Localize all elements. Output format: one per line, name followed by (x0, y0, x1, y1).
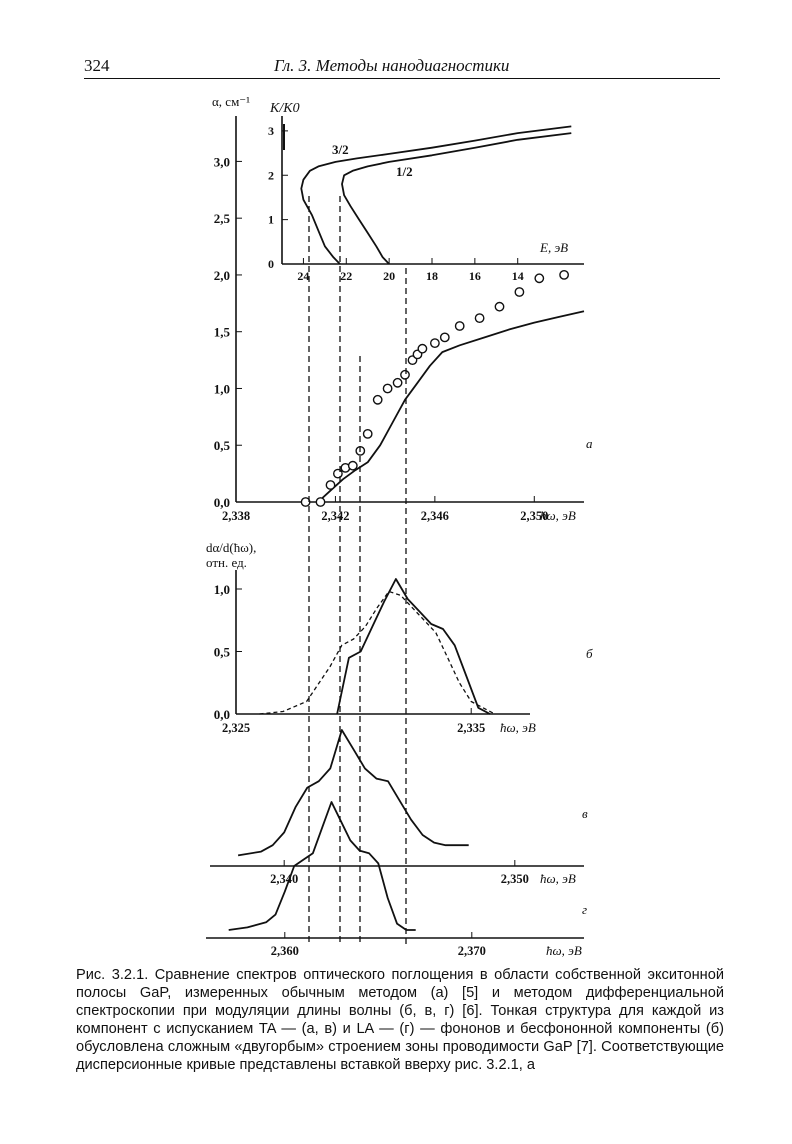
inset-x-label: E, эВ (540, 240, 569, 255)
panel-a-x-tick-label: 2,350 (520, 509, 549, 523)
inset-y-tick-label: 0 (268, 257, 274, 271)
panel-b-y-tick-label: 1,0 (213, 582, 230, 597)
inset-curve-half (342, 133, 571, 264)
panel-b-x-tick-label: 2,335 (457, 721, 486, 735)
inset-x-tick-label: 24 (297, 269, 310, 283)
inset-x-tick-label: 18 (426, 269, 438, 283)
inset-y-tick-label: 1 (268, 212, 274, 227)
panel-a-data-point (326, 481, 334, 489)
panel-a-data-point (364, 430, 372, 438)
panel-b-y-label-line2: отн. ед. (206, 555, 247, 570)
panel-v-curve (238, 730, 469, 855)
panel-a-label: а (586, 436, 593, 451)
panel-a-data-point (349, 462, 357, 470)
panel-b-x-tick-label: 2,325 (221, 721, 251, 735)
panel-a-data-point (456, 322, 464, 330)
panel-a-data-point (515, 288, 523, 296)
panel-b-label: б (586, 646, 593, 661)
panel-b-y-tick-label: 0,5 (213, 644, 230, 660)
panel-a-data-point (334, 469, 342, 477)
panel-b-dashed-curve (260, 592, 495, 715)
panel-a-data-point (475, 314, 483, 322)
panel-a-data-point (560, 271, 568, 279)
panel-a-y-tick-label: 1,0 (213, 381, 230, 397)
panel-g-label: г (582, 902, 588, 917)
panel-a-data-point (401, 371, 409, 379)
panel-a-data-point (441, 333, 449, 341)
panel-v-label: в (582, 806, 588, 821)
caption-text: Рис. 3.2.1. Сравнение спектров оптического поглощения в области собственной экситонной полосы GaP, измеренных обычным методом (а) [5] и методом дифференциальной спектроскопии при модуляции длины волны (б, в, г) [6]. Тонкая структура для каждой из компонент с испусканием TA — (а, в) и LA — (г) — фононов и бесфононной компоненты (б) обусловлена сложным «двугорбым» строением зоны проводимости GaP [7]. Соответствующие дисперсионные кривые представлены вставкой вверху рис. 3.2.1, а (76, 967, 724, 1073)
panel-g-x-tick-label: 2,360 (270, 944, 299, 958)
panel-v-x-label: ħω, эВ (540, 871, 576, 886)
inset-x-tick-label: 16 (468, 269, 481, 283)
panel-a-data-point (393, 379, 401, 387)
panel-v-x-tick-label: 2,350 (500, 872, 529, 886)
inset-y-tick-label: 2 (268, 168, 274, 183)
panel-b-y-label-line1: dα/d(ħω), (206, 540, 257, 555)
panel-a-y-label: α, см⁻¹ (212, 94, 251, 109)
panel-a-curve (318, 311, 584, 502)
panel-a-y-tick-label: 1,5 (213, 324, 230, 340)
panel-a-x-tick-label: 2,338 (221, 509, 251, 523)
inset-y-tick-label: 3 (268, 123, 274, 138)
panel-b-x-label: ħω, эВ (500, 720, 536, 735)
panel-a-y-tick-label: 0,5 (213, 438, 230, 454)
figure-caption (76, 966, 724, 1074)
inset-curve-label-3-2: 3/2 (332, 142, 349, 157)
panel-g-x-label: ħω, эВ (546, 943, 582, 958)
panel-a-x-tick-label: 2,342 (321, 509, 350, 523)
panel-a-x-tick-label: 2,346 (420, 509, 449, 523)
panel-a-y-tick-label: 2,0 (213, 267, 230, 283)
panel-a-data-point (495, 303, 503, 311)
inset-x-tick-label: 22 (340, 269, 353, 283)
panel-a-data-point (316, 498, 324, 506)
panel-a-x-label: ħω, эВ (540, 508, 576, 523)
panel-a-data-point (418, 345, 426, 353)
panel-g-x-tick-label: 2,370 (457, 944, 486, 958)
page-number: 324 (84, 56, 110, 75)
panel-a-y-tick-label: 0,0 (213, 495, 230, 510)
panel-a-data-point (374, 396, 382, 404)
panel-a-y-tick-label: 3,0 (213, 154, 230, 170)
inset-curve-label-1-2: 1/2 (396, 164, 413, 179)
panel-v-x-tick-label: 2,340 (270, 872, 299, 886)
inset-x-tick-label: 14 (511, 269, 524, 283)
panel-a-data-point (383, 384, 391, 392)
running-title: Гл. 3. Методы нанодиагностики (274, 56, 510, 75)
panel-a-data-point (431, 339, 439, 347)
panel-a-data-point (535, 274, 543, 282)
panel-a-y-tick-label: 2,5 (213, 211, 230, 227)
inset-y-label: K/K0 (270, 101, 300, 116)
inset-x-tick-label: 20 (383, 269, 396, 283)
panel-b-y-tick-label: 0,0 (213, 707, 230, 722)
